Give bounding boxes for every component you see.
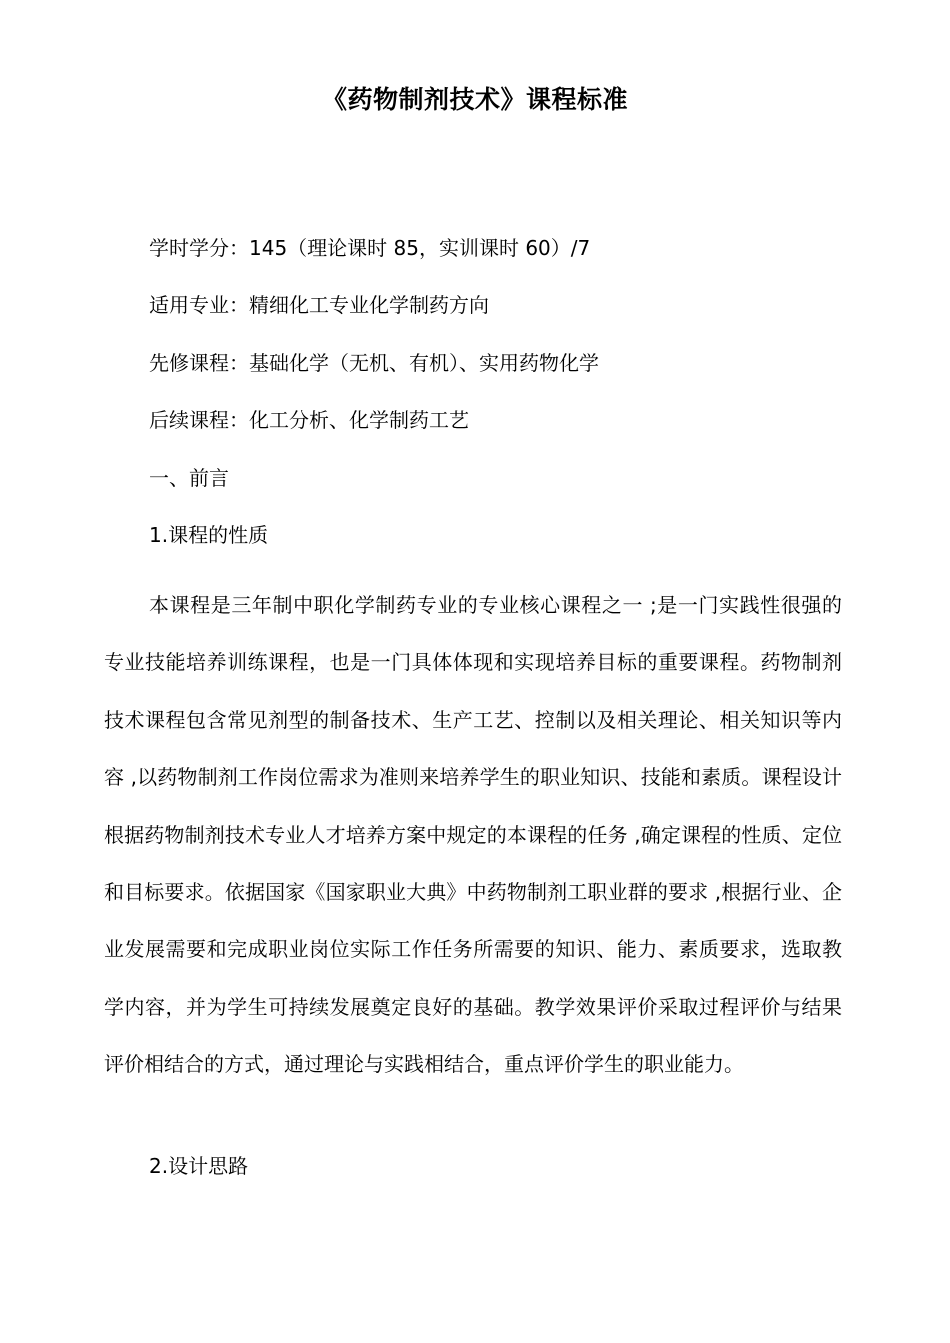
subsection-heading-design-ideas: 2.设计思路 bbox=[149, 1154, 249, 1178]
applicable-major-line: 适用专业：精细化工专业化学制药方向 bbox=[149, 293, 489, 317]
document-title: 《药物制剂技术》课程标准 bbox=[321, 85, 628, 114]
prerequisite-courses-line: 先修课程：基础化学（无机、有机）、实用药物化学 bbox=[149, 351, 599, 375]
credit-hours-line: 学时学分：145（理论课时 85，实训课时 60）/7 bbox=[149, 236, 591, 260]
course-nature-paragraph: 本课程是三年制中职化学制药专业的专业核心课程之一 ;是一门实践性很强的专业技能培养训练课程，也是一门具体体现和实现培养目标的重要课程。药物制剂技术课程包含常见剂型的制备技术、生产工艺、控制以及相关理论、相关知识等内容 ,以药物制剂工作岗位需求为准则来培养学生的职业知识、技能和素质。课程设计根据药物制剂技术专业人才培养方案中规定的本课程的任务 ,确定课程的性质、定位和目标要求。依据国家《国家职业大典》中药物制剂工职业群的要求 ,根据行业、企业发展需要和完成职业岗位实际工作任务所需要的知识、能力、素质要求，选取教学内容，并为学生可持续发展奠定良好的基础。教学效果评价采取过程评价与结果评价相结合的方式，通过理论与实践相结合，重点评价学生的职业能力。 bbox=[104, 593, 842, 1077]
section-heading-preface: 一、前言 bbox=[149, 466, 229, 490]
follow-up-courses-line: 后续课程：化工分析、化学制药工艺 bbox=[149, 408, 469, 432]
subsection-heading-course-nature: 1.课程的性质 bbox=[149, 523, 269, 547]
